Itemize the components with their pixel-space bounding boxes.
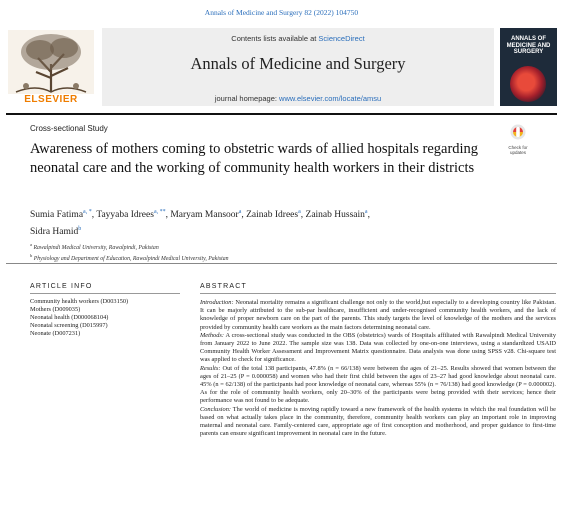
abstract-rule: [200, 293, 556, 294]
contents-line: [102, 34, 494, 43]
keyword-item: Community health workers (D003150): [30, 298, 129, 305]
abstract-conclusion: Conclusion: The world of medicine is moving rapidly toward a new framework of the health systems in which the real foundation will be based on what actually takes place in the community, therefore, community health workers can play an important role in improving maternal and neonatal care. Family-centered care, appropriate age of first conception and motherhood, and proper guidance to first-time parents can ensure significant improvement in neonatal care in the future.: [200, 405, 556, 438]
keyword-item: Neonatal health (D000068104): [30, 314, 109, 322]
article-info-rule: [30, 293, 180, 294]
keywords-list: [30, 298, 180, 338]
author[interactable]: Sidra Hamid$^b$: [30, 226, 82, 238]
journal-citation[interactable]: Annals of Medicine and Surgery 82 (2022) 104750: [204, 8, 359, 17]
author[interactable]: Zainab Idrees$^a$: [246, 209, 301, 221]
sciencedirect-link[interactable]: ScienceDirect: [318, 34, 365, 43]
author[interactable]: Zainab Hussain$^a$: [305, 209, 368, 221]
author-list: Sumia Fatima$^{a, *}$, Tayyaba Idrees$^{a, **}$, Maryam Mansoor$^a$, Zainab Idrees$^a$, Zainab Hussain$^a$, Sidra Hamid$^b$: [30, 209, 370, 238]
abstract-results: Results: Out of the total 138 participants, 47.8% (n = 66/138) were between the ages of 21–25. Results showed that women between the ages of 21–25 (P = 0.000058) and women who had their first child between the ages of 23–27 had good knowledge about neonatal care. 45% (n = 62/138) of the participants had poor knowledge of neonatal care, whereas 55% (n = 76/138) had good knowledge (P = 0.000002). As for the role of community health workers, only 20–30% of the participants were being provided with their services; hence their performance was not found to be adequate.: [200, 364, 556, 405]
check-for-updates-label: Check for updates: [508, 145, 528, 155]
journal-cover-image[interactable]: [500, 28, 557, 106]
homepage-line: [102, 94, 494, 103]
abstract-methods: Methods: A cross-sectional study was conducted in the OBS (obstetrics) wards of Hospitals affiliated with Rawalpindi Medical University from January 2022 to June 2022. The sample size was 138. Data was collected by one-on-one interviews, using a standardized USAID Community Health Worker Assessment and Improvement Matrix questionnaire. Data analysis was done using SPSS v28. Chi-square test was applied to check for significance.: [200, 331, 556, 364]
check-for-updates-icon: [510, 124, 526, 140]
abstract-heading: ABSTRACT: [200, 283, 247, 290]
author[interactable]: Tayyaba Idrees$^{a, **}$: [96, 209, 166, 221]
author[interactable]: Sumia Fatima$^{a, *}$: [30, 209, 92, 221]
author[interactable]: Maryam Mansoor$^a$: [170, 209, 242, 221]
cover-graphic: [510, 66, 546, 102]
publisher-name: ELSEVIER: [24, 94, 78, 105]
abstract-introduction: Introduction: Neonatal mortality remains a significant challenge not only to the world,but especially to a developing country like Pakistan. It can be majorly attributed to the sub-par healthcare, insufficient and under-recognised community health workers, and the lack of knowledge of proper newborn care on the part of the parents. This study targets the level of knowledge of the mothers and the services provided by community health care workers as the main factors determining neonatal care.: [200, 299, 556, 331]
keyword-item: Neonate (D007231): [30, 330, 81, 338]
affiliations: [30, 241, 500, 263]
contents-prefix: Contents lists available at: [231, 34, 319, 43]
article-title: Awareness of mothers coming to obstetric wards of allied hospitals regarding neonatal care and the working of community health workers in their districts: [30, 141, 479, 176]
affiliation-item: $^a$ Rawalpindi Medical University, Rawalpindi, Pakistan: [30, 242, 159, 251]
section-divider: [6, 263, 557, 264]
journal-title[interactable]: Annals of Medicine and Surgery: [190, 54, 406, 73]
abstract-body: [200, 299, 556, 438]
cover-title: ANNALS OF MEDICINE AND SURGERY: [506, 36, 551, 55]
affiliation-item: $^b$ Physiology and Department of Education, Rawalpindi Medical University, Pakistan: [30, 252, 229, 262]
keyword-item: Mothers (D009035): [30, 306, 81, 314]
homepage-prefix: journal homepage:: [214, 94, 280, 103]
article-info-heading: ARTICLE INFO: [30, 283, 93, 290]
check-for-updates-badge[interactable]: [505, 124, 531, 154]
article-type: Cross-sectional Study: [30, 124, 108, 133]
keyword-item: Neonatal screening (D015997): [30, 322, 108, 330]
homepage-link[interactable]: www.elsevier.com/locate/amsu: [279, 94, 382, 103]
header-rule: [6, 113, 557, 115]
